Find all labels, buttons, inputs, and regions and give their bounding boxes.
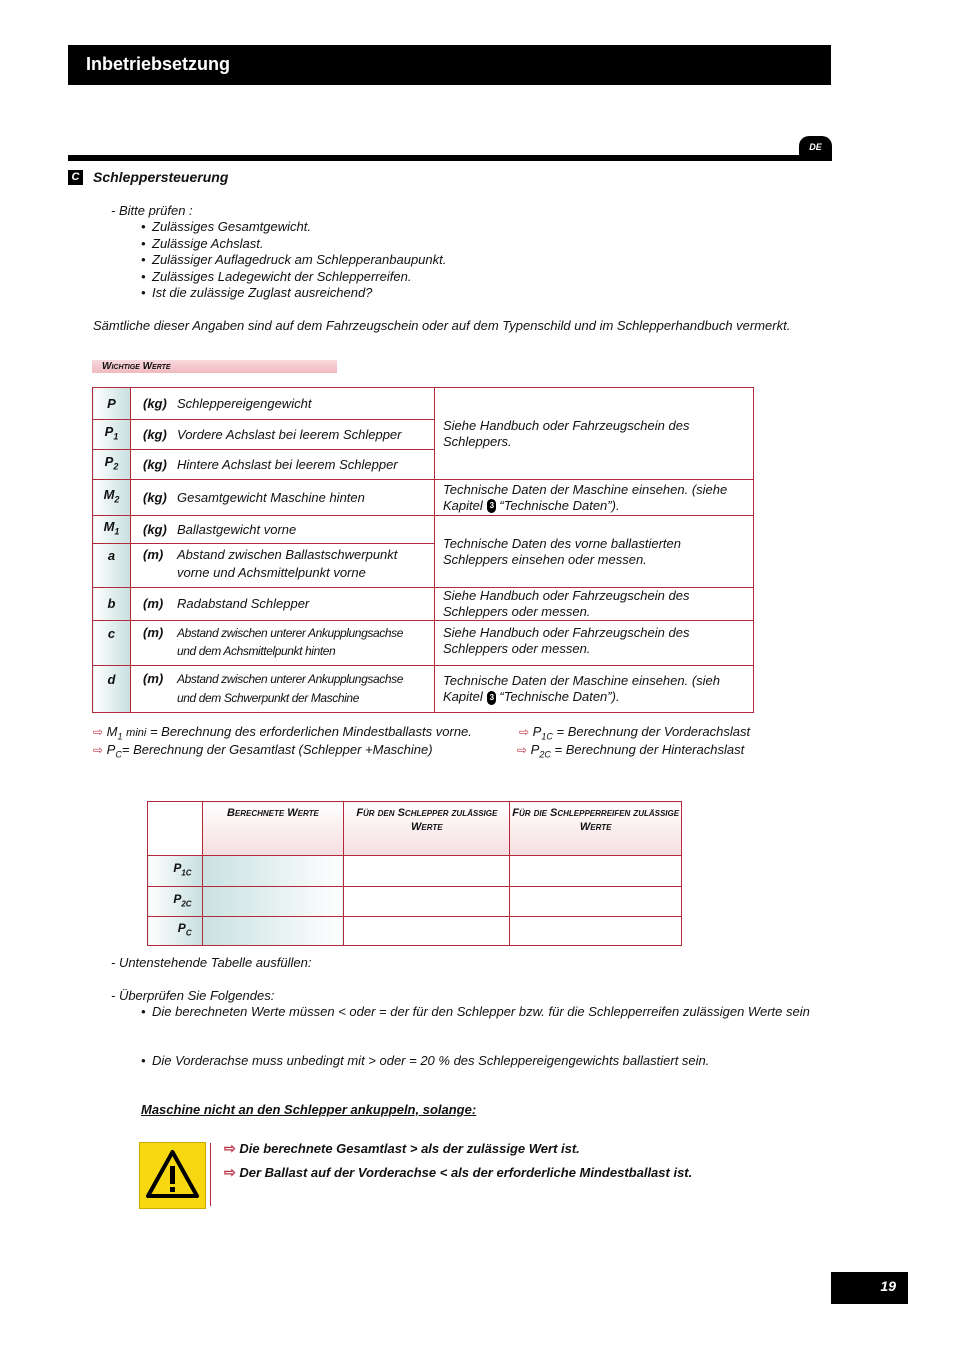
check-item: • Zulässiges Gesamtgewicht.: [152, 219, 311, 235]
symbol-cell: $P_2$: [93, 450, 131, 480]
warning-triangle-icon: [140, 1143, 205, 1208]
arrow-right-icon: ⇨: [519, 725, 530, 739]
description-cell: (m) Abstand zwischen unterer Ankupplungsachse und dem Schwerpunkt der Maschine: [131, 666, 435, 713]
info-note: Sämtliche dieser Angaben sind auf dem Fahrzeugschein oder auf dem Typenschild und im Schlepperhandbuch vermerkt.: [93, 318, 791, 333]
warning-heading: Maschine nicht an den Schlepper ankuppeln, solange:: [141, 1102, 477, 1117]
check-intro: - Bitte prüfen :: [111, 203, 193, 218]
symbol-cell: $M_2$: [93, 480, 131, 516]
section-title: Schleppersteuerung: [93, 169, 229, 185]
column-header: Für den Schlepper zulässige Werte: [344, 802, 510, 856]
arrow-right-icon: ⇨: [93, 743, 104, 757]
arrow-right-icon: ⇨: [93, 725, 104, 739]
input-cell[interactable]: [510, 887, 682, 917]
legend-item: ⇨ $M_1$ mini = Berechnung des erforderlichen Mindestballasts vorne.: [93, 724, 472, 742]
calc-table: [147, 801, 682, 946]
column-header: Für die Schlepperreifen zulässige Werte: [510, 802, 682, 856]
source-cell: Technische Daten der Maschine einsehen. (sieh Kapitel 3 “Technische Daten”).: [435, 666, 754, 713]
row-label: $P_{1C}$: [148, 856, 203, 887]
input-cell[interactable]: [202, 856, 344, 887]
input-cell[interactable]: [344, 856, 510, 887]
warning-item: ⇨ Der Ballast auf der Vorderachse < als der erforderliche Mindestballast ist.: [224, 1164, 693, 1180]
language-badge: DE: [799, 136, 832, 161]
source-cell: Siehe Handbuch oder Fahrzeugschein des Schleppers oder messen.: [435, 588, 754, 621]
symbol-cell: b: [93, 588, 131, 621]
symbol-cell: $M_1$: [93, 516, 131, 544]
arrow-right-icon: ⇨: [517, 743, 528, 757]
section-rule: [68, 155, 831, 161]
arrow-right-icon: ⇨: [224, 1140, 236, 1156]
input-cell[interactable]: [510, 917, 682, 946]
warning-divider: [210, 1143, 211, 1206]
values-label: Wichtige Werte: [102, 361, 171, 372]
arrow-right-icon: ⇨: [224, 1164, 236, 1180]
legend-item: ⇨ $P_{2C}$ = Berechnung der Hinterachslast: [517, 742, 745, 760]
verify-item: • Die berechneten Werte müssen < oder = der für den Schlepper bzw. für die Schlepperreifen zulässigen Werte sein: [152, 1004, 812, 1020]
page-number: 19: [831, 1272, 908, 1304]
row-label: $P_{2C}$: [148, 887, 203, 917]
warning-box: [139, 1142, 206, 1209]
symbol-cell: c: [93, 621, 131, 666]
section-letter-badge: C: [68, 170, 83, 185]
values-label-bar: [92, 360, 337, 373]
values-table: [92, 387, 754, 713]
description-cell: (kg) Schleppereigengewicht: [131, 388, 435, 420]
description-cell: (m) Abstand zwischen unterer Ankupplungsachse und dem Achsmittelpunkt hinten: [131, 621, 435, 666]
column-header: Berechnete Werte: [202, 802, 344, 856]
empty-corner: [148, 802, 203, 856]
row-label: $P_C$: [148, 917, 203, 946]
description-cell: (m) Radabstand Schlepper: [131, 588, 435, 621]
chapter-badge: 3: [487, 691, 496, 705]
chapter-badge: 3: [487, 499, 496, 513]
legend-item: ⇨ $P_{1C}$ = Berechnung der Vorderachslast: [519, 724, 751, 742]
input-cell[interactable]: [202, 917, 344, 946]
input-cell[interactable]: [202, 887, 344, 917]
check-item: • Zulässiger Auflagedruck am Schlepperanbaupunkt.: [152, 252, 446, 268]
symbol-cell: P: [93, 388, 131, 420]
source-cell: Technische Daten der Maschine einsehen. (siehe Kapitel 3 “Technische Daten”).: [435, 480, 754, 516]
legend-item: ⇨ $P_C=$ Berechnung der Gesamtlast (Schlepper +Maschine): [93, 742, 433, 760]
check-item: • Zulässige Achslast.: [152, 236, 264, 252]
warning-item: ⇨ Die berechnete Gesamtlast > als der zulässige Wert ist.: [224, 1140, 580, 1156]
description-cell: (m) Abstand zwischen Ballastschwerpunkt vorne und Achsmittelpunkt vorne: [131, 544, 435, 588]
description-cell: (kg) Gesamtgewicht Maschine hinten: [131, 480, 435, 516]
page-title: Inbetriebsetzung: [86, 54, 231, 74]
input-cell[interactable]: [344, 887, 510, 917]
verify-intro: - Überprüfen Sie Folgendes:: [111, 988, 275, 1003]
source-cell: Technische Daten des vorne ballastierten Schleppers einsehen oder messen.: [435, 516, 754, 588]
source-cell: Siehe Handbuch oder Fahrzeugschein des Schleppers oder messen.: [435, 621, 754, 666]
source-cell: Siehe Handbuch oder Fahrzeugschein des Schleppers.: [435, 388, 754, 480]
description-cell: (kg) Hintere Achslast bei leerem Schlepper: [131, 450, 435, 480]
input-cell[interactable]: [510, 856, 682, 887]
description-cell: (kg) Vordere Achslast bei leerem Schlepper: [131, 420, 435, 450]
symbol-cell: a: [93, 544, 131, 588]
symbol-cell: d: [93, 666, 131, 713]
verify-item: • Die Vorderachse muss unbedingt mit > oder = 20 % des Schleppereigengewichts ballastiert sein.: [152, 1053, 709, 1069]
fill-note: - Untenstehende Tabelle ausfüllen:: [111, 955, 312, 970]
symbol-cell: $P_1$: [93, 420, 131, 450]
check-item: • Zulässiges Ladegewicht der Schlepperreifen.: [152, 269, 411, 285]
input-cell[interactable]: [344, 917, 510, 946]
description-cell: (kg) Ballastgewicht vorne: [131, 516, 435, 544]
check-item: • Ist die zulässige Zuglast ausreichend?: [152, 285, 372, 301]
